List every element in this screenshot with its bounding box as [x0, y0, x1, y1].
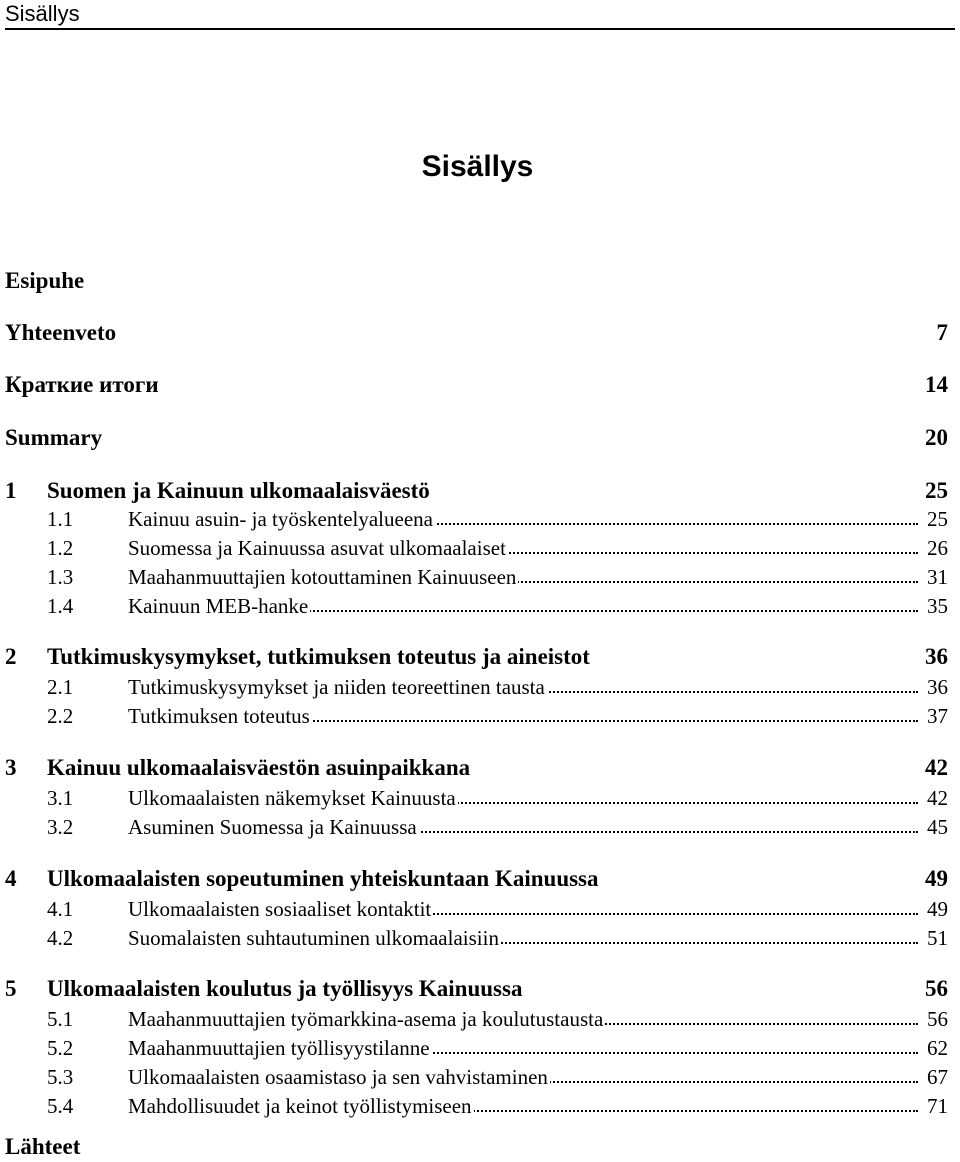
toc-section-page: 62 [927, 1036, 948, 1060]
toc-section-1-3[interactable] [0, 565, 948, 591]
toc-section-3-1[interactable] [0, 786, 948, 812]
toc-entry-esipuhe[interactable] [0, 268, 948, 298]
toc-section-5-2[interactable] [0, 1036, 948, 1062]
toc-section-label: Ulkomaalaisten näkemykset Kainuusta [128, 786, 456, 810]
toc-section-label: Asuminen Suomessa ja Kainuussa [128, 815, 417, 839]
toc-section-number: 1.3 [47, 565, 74, 589]
toc-chapter-1[interactable] [0, 478, 948, 508]
toc-chapter-page: 56 [925, 976, 948, 1001]
toc-entry-page: 20 [925, 425, 948, 450]
toc-section-page: 49 [927, 897, 948, 921]
toc-section-page: 51 [927, 926, 948, 950]
toc-section-label: Mahdollisuudet ja keinot työllistymiseen [128, 1094, 472, 1118]
toc-section-number: 4.2 [47, 926, 74, 950]
toc-section-1-4[interactable] [0, 594, 948, 620]
toc-section-number: 4.1 [47, 897, 74, 921]
toc-entry-lahteet[interactable]: Lähteet [5, 1134, 81, 1159]
toc-section-4-2[interactable] [0, 926, 948, 952]
toc-section-label: Tutkimuskysymykset ja niiden teoreettinen tausta [128, 675, 545, 699]
toc-chapter-label: Kainuu ulkomaalaisväestön asuinpaikkana [47, 755, 471, 780]
toc-entry-page: 14 [925, 372, 948, 397]
toc-section-label: Maahanmuuttajien työllisyystilanne [128, 1036, 430, 1060]
running-header [5, 0, 955, 30]
toc-entry-page: 7 [936, 320, 948, 345]
toc-chapter-4[interactable] [0, 866, 948, 896]
toc-chapter-page: 42 [925, 755, 948, 780]
toc-section-page: 26 [927, 536, 948, 560]
toc-section-1-1[interactable] [0, 507, 948, 533]
toc-chapter-page: 25 [925, 478, 948, 503]
toc-entry-label: Esipuhe [5, 268, 85, 293]
toc-entry-label: Yhteenveto [5, 320, 117, 345]
toc-section-number: 2.2 [47, 704, 74, 728]
toc-section-label: Kainuun MEB-hanke [128, 594, 309, 618]
toc-section-number: 5.1 [47, 1007, 74, 1031]
toc-section-number: 3.1 [47, 786, 74, 810]
toc-section-1-2[interactable] [0, 536, 948, 562]
toc-section-page: 35 [927, 594, 948, 618]
toc-section-2-1[interactable] [0, 675, 948, 701]
toc-chapter-number: 4 [5, 866, 17, 891]
toc-section-page: 56 [927, 1007, 948, 1031]
toc-chapter-2[interactable] [0, 644, 948, 674]
toc-section-4-1[interactable] [0, 897, 948, 923]
toc-section-number: 1.2 [47, 536, 74, 560]
toc-entry-summary[interactable] [0, 425, 948, 455]
toc-chapter-label: Suomen ja Kainuun ulkomaalaisväestö [47, 478, 430, 503]
toc-entry-yhteenveto[interactable] [0, 320, 948, 350]
toc-section-label: Ulkomaalaisten osaamistaso ja sen vahvistaminen [128, 1065, 548, 1089]
toc-section-2-2[interactable] [0, 704, 948, 730]
toc-section-number: 3.2 [47, 815, 74, 839]
toc-section-number: 1.1 [47, 507, 74, 531]
toc-entry-label: Summary [5, 425, 103, 450]
toc-section-page: 71 [927, 1094, 948, 1118]
toc-section-3-2[interactable] [0, 815, 948, 841]
toc-chapter-label: Ulkomaalaisten sopeutuminen yhteiskuntaan Kainuussa [47, 866, 599, 891]
toc-entry-kratkie-itogi[interactable] [0, 372, 948, 402]
toc-section-page: 37 [927, 704, 948, 728]
toc-chapter-5[interactable] [0, 976, 948, 1006]
toc-section-label: Maahanmuuttajien kotouttaminen Kainuuseen [128, 565, 517, 589]
toc-section-page: 45 [927, 815, 948, 839]
toc-chapter-label: Tutkimuskysymykset, tutkimuksen toteutus ja aineistot [47, 644, 590, 669]
toc-section-5-1[interactable] [0, 1007, 948, 1033]
toc-section-number: 5.3 [47, 1065, 74, 1089]
toc-section-label: Suomalaisten suhtautuminen ulkomaalaisiin [128, 926, 499, 950]
toc-section-5-4[interactable] [0, 1094, 948, 1120]
toc-section-page: 25 [927, 507, 948, 531]
toc-entry-label: Краткие итоги [5, 372, 159, 397]
page-title: Sisällys [421, 150, 534, 183]
toc-section-label: Kainuu asuin- ja työskentelyalueena [128, 507, 433, 531]
toc-chapter-page: 36 [925, 644, 948, 669]
toc-section-number: 2.1 [47, 675, 74, 699]
toc-section-5-3[interactable] [0, 1065, 948, 1091]
toc-section-label: Tutkimuksen toteutus [128, 704, 310, 728]
toc-section-label: Ulkomaalaisten sosiaaliset kontaktit [128, 897, 432, 921]
toc-chapter-label: Ulkomaalaisten koulutus ja työllisyys Kainuussa [47, 976, 523, 1001]
toc-section-page: 36 [927, 675, 948, 699]
toc-chapter-page: 49 [925, 866, 948, 891]
toc-section-page: 31 [927, 565, 948, 589]
running-header-title: Sisällys [5, 1, 80, 26]
toc-section-number: 1.4 [47, 594, 74, 618]
toc-chapter-number: 1 [5, 478, 17, 503]
toc-chapter-number: 3 [5, 755, 17, 780]
toc-section-number: 5.2 [47, 1036, 74, 1060]
toc-section-page: 42 [927, 786, 948, 810]
toc-chapter-number: 5 [5, 976, 17, 1001]
toc-section-number: 5.4 [47, 1094, 74, 1118]
toc-section-page: 67 [927, 1065, 948, 1089]
toc-chapter-number: 2 [5, 644, 17, 669]
toc-section-label: Suomessa ja Kainuussa asuvat ulkomaalaiset [128, 536, 506, 560]
toc-section-label: Maahanmuuttajien työmarkkina-asema ja koulutustausta [128, 1007, 604, 1031]
toc-chapter-3[interactable] [0, 755, 948, 785]
